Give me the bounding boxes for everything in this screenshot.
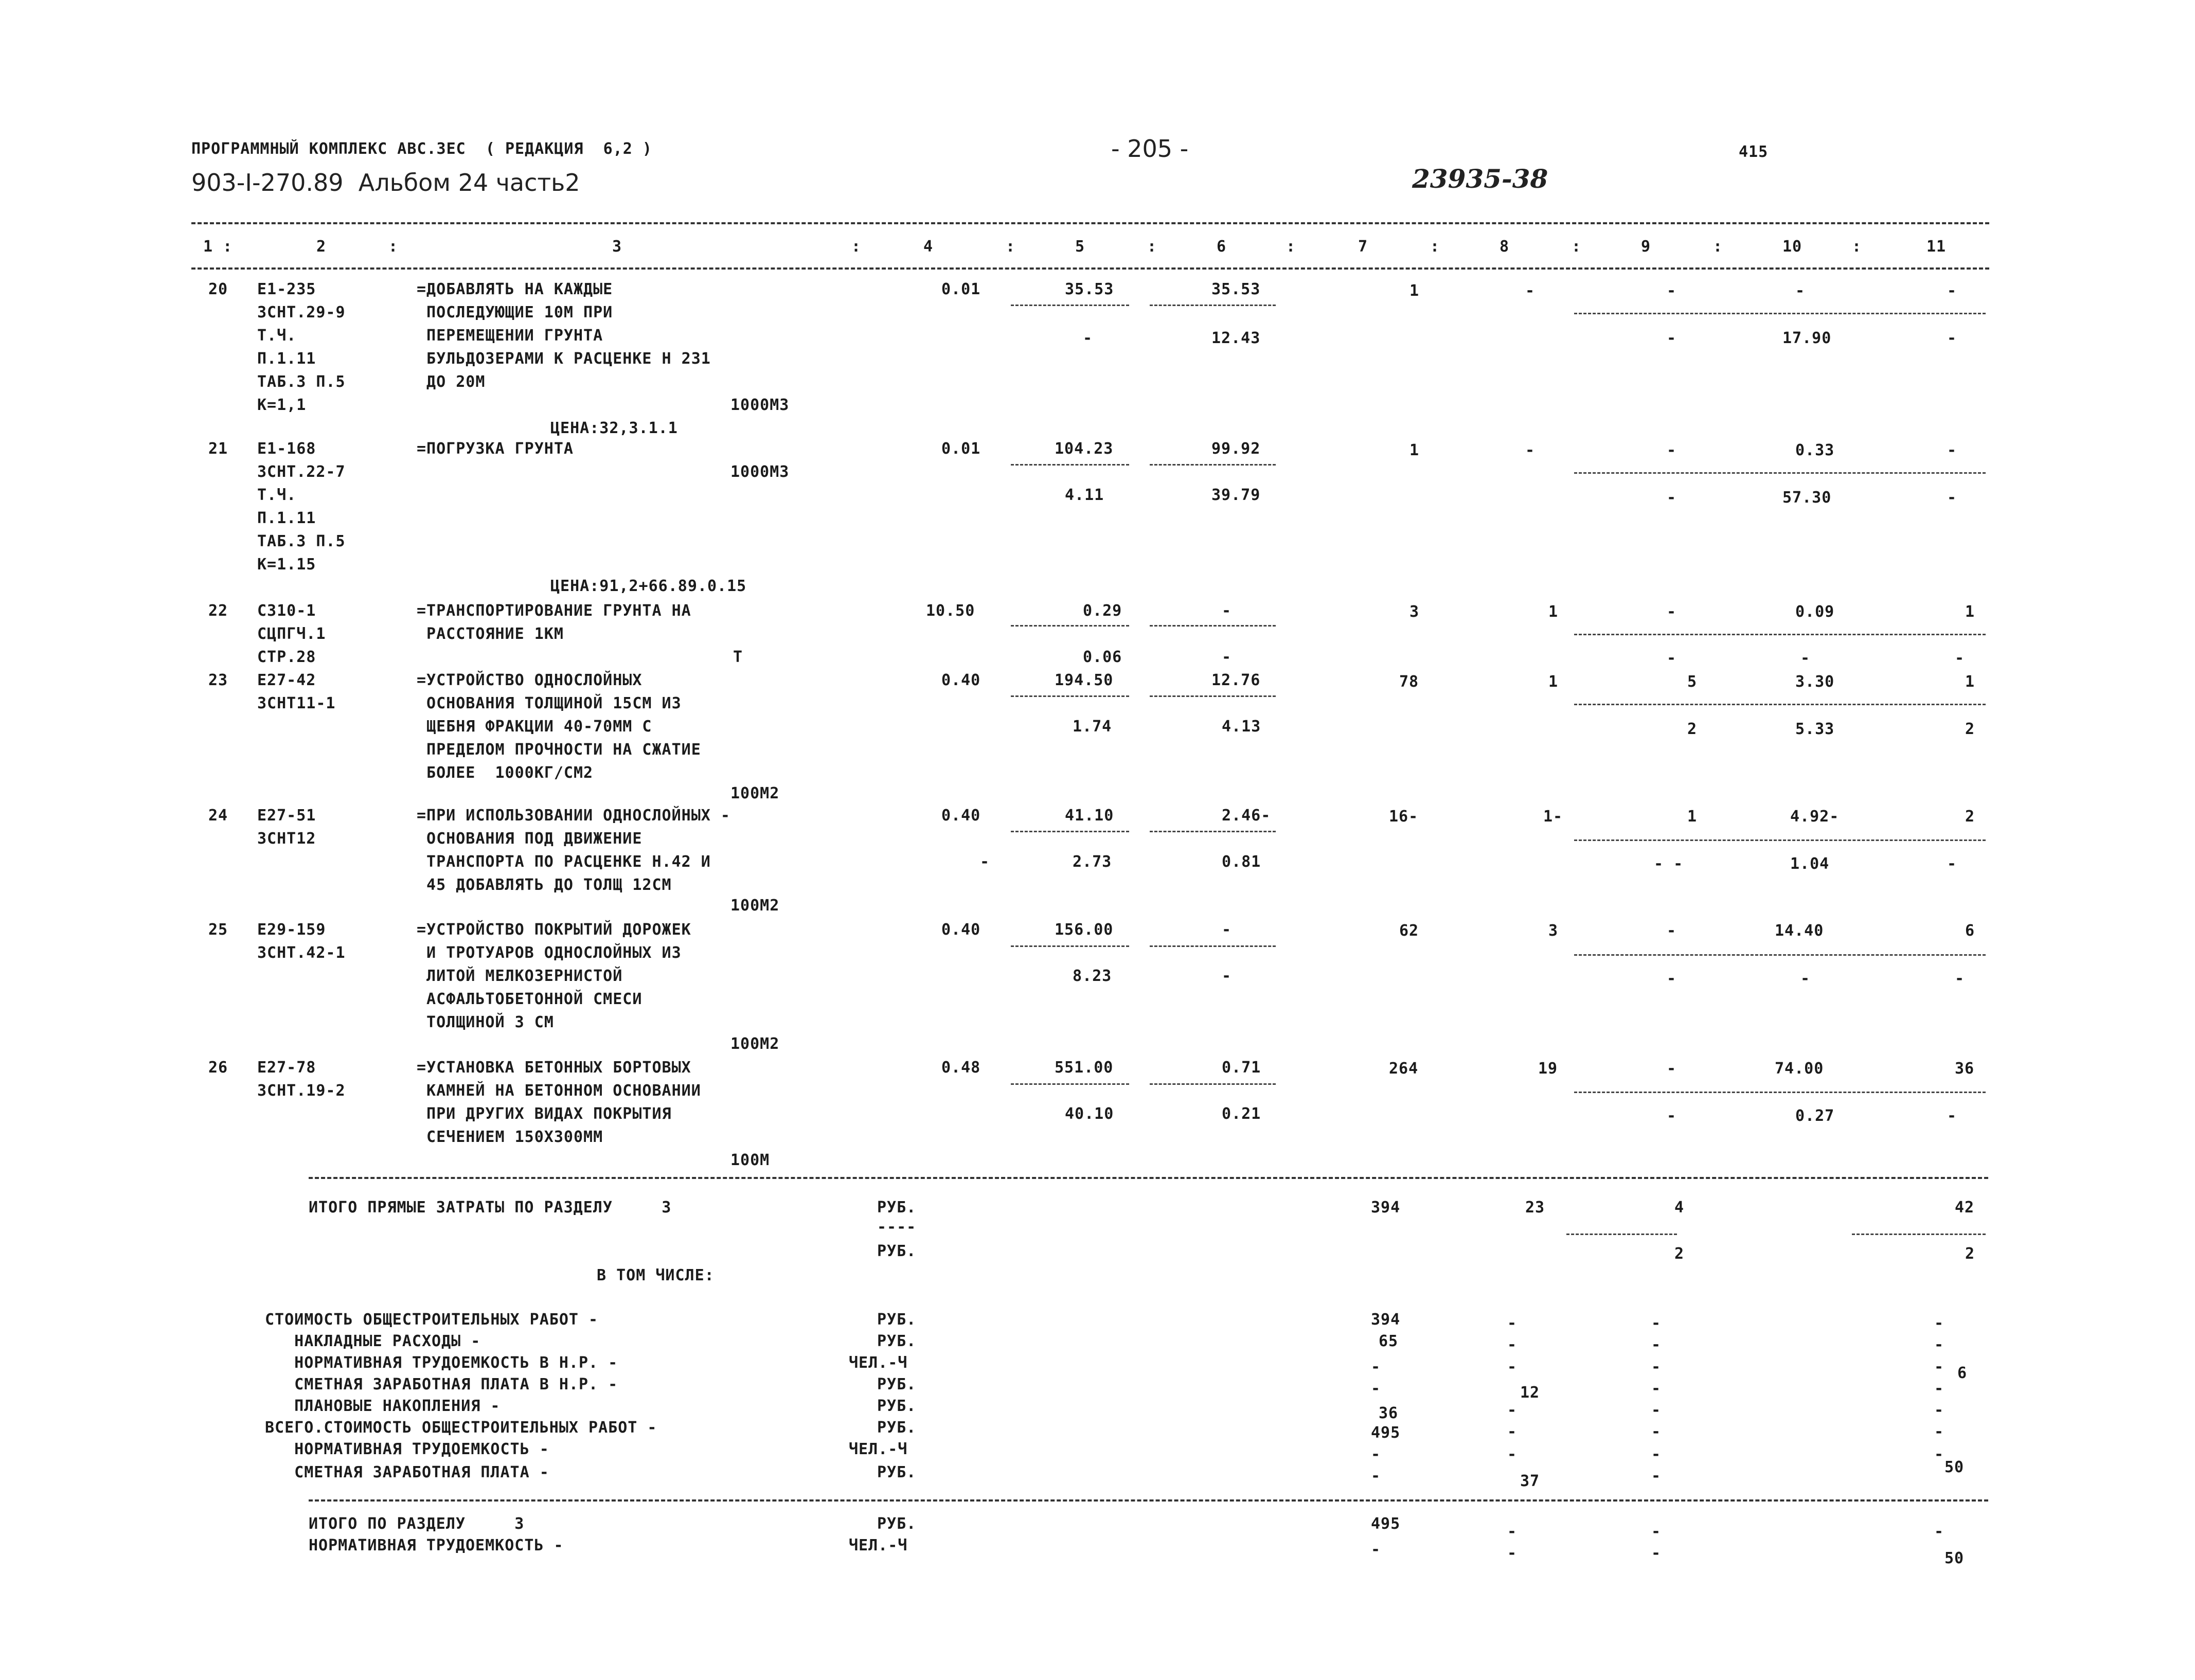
cell-c4b: -	[980, 853, 990, 871]
breakdown-side-value: 6	[1957, 1364, 1968, 1382]
cell-c7: 1	[1409, 441, 1420, 459]
row-code: ЗСНТ.29-9	[257, 303, 346, 321]
row-number: 20	[208, 280, 228, 298]
cell-c9: 1	[1687, 808, 1698, 826]
cell-c9b: -	[1667, 970, 1677, 988]
breakdown-label: НОРМАТИВНАЯ ТРУДОЕМКОСТЬ -	[265, 1440, 549, 1458]
cell-c11: 1	[1965, 673, 1975, 691]
cell-c6b: 39.79	[1211, 486, 1261, 504]
sheet-number: 415	[1739, 143, 1769, 161]
cell-c5: 194.50	[1055, 671, 1114, 689]
row-code: ЗСНТ12	[257, 830, 316, 848]
breakdown-c11: -	[1934, 1358, 1944, 1376]
cell-c5: 0.29	[1083, 602, 1122, 620]
cell-c8: 1	[1548, 673, 1559, 691]
row-code: ЗСНТ.19-2	[257, 1082, 346, 1100]
row-description: БУЛЬДОЗЕРАМИ К РАСЦЕНКЕ Н 231	[417, 350, 711, 368]
col-sep: :	[851, 238, 862, 256]
row-description: 45 ДОБАВЛЯТЬ ДО ТОЛЩ 12СМ	[417, 876, 672, 894]
breakdown-c8: 12	[1520, 1384, 1540, 1402]
breakdown-c11: -	[1934, 1401, 1944, 1419]
cell-c10: 0.33	[1795, 441, 1835, 459]
cell-c5b: 4.11	[1065, 486, 1104, 504]
row-divider	[1574, 704, 1986, 705]
row-unit: 100М	[730, 1151, 770, 1169]
cell-c11: 6	[1965, 922, 1975, 940]
table-header-rule	[191, 267, 1989, 270]
cell-c10b: 1.04	[1790, 855, 1830, 873]
row-code: Е29-159	[257, 921, 326, 939]
row-code: ТАБ.3 П.5	[257, 373, 346, 391]
direct-costs-unit-dash: ----	[877, 1218, 917, 1236]
breakdown-c7: -	[1371, 1445, 1381, 1463]
cell-c11b: -	[1955, 649, 1965, 667]
breakdown-c9: -	[1651, 1445, 1662, 1463]
cell-c9b: -	[1667, 329, 1677, 347]
row-description: ТРАНСПОРТА ПО РАСЦЕНКЕ Н.42 И	[417, 853, 711, 871]
row-description: ПРИ ДРУГИХ ВИДАХ ПОКРЫТИЯ	[417, 1105, 672, 1123]
cell-c9: 5	[1687, 673, 1698, 691]
breakdown-label: ПЛАНОВЫЕ НАКОПЛЕНИЯ -	[265, 1397, 501, 1415]
including-label: В ТОМ ЧИСЛЕ:	[597, 1266, 715, 1284]
breakdown-c8: -	[1507, 1423, 1518, 1441]
direct-costs-c8: 23	[1525, 1199, 1545, 1217]
cell-c8: -	[1525, 282, 1536, 300]
breakdown-c9: -	[1651, 1380, 1662, 1398]
row-divider	[1150, 305, 1276, 306]
breakdown-c9: -	[1651, 1401, 1662, 1419]
cell-c6b: -	[1222, 967, 1232, 985]
row-description: СЕЧЕНИЕМ 150Х300ММ	[417, 1128, 603, 1146]
breakdown-c11: -	[1934, 1380, 1944, 1398]
breakdown-label: НОРМАТИВНАЯ ТРУДОЕМКОСТЬ В Н.Р. -	[265, 1354, 618, 1372]
cell-c7: 264	[1389, 1060, 1419, 1078]
breakdown-c9: -	[1651, 1358, 1662, 1376]
row-price: ЦЕНА:91,2+66.89.0.15	[550, 577, 747, 595]
cell-c5: 104.23	[1055, 440, 1114, 458]
row-number: 22	[208, 602, 228, 620]
cell-c5b: 8.23	[1073, 967, 1112, 985]
cell-c9: -	[1667, 922, 1677, 940]
row-code: К=1,1	[257, 396, 307, 414]
breakdown-c11: -	[1934, 1423, 1944, 1441]
row-divider	[1150, 1083, 1276, 1085]
row-code: Е27-51	[257, 807, 316, 825]
cell-c5: 551.00	[1055, 1059, 1114, 1077]
row-description: ПЕРЕМЕЩЕНИИ ГРУНТА	[417, 327, 603, 345]
col-sep: :	[1572, 238, 1582, 256]
cell-c5b: 0.06	[1083, 648, 1122, 666]
cell-c6b: 12.43	[1211, 329, 1261, 347]
row-number: 24	[208, 807, 228, 825]
col-sep: :	[1713, 238, 1723, 256]
row-divider	[1566, 1234, 1677, 1235]
cell-c6b: 0.81	[1222, 853, 1261, 871]
row-code: Е1-168	[257, 440, 316, 458]
breakdown-c9: -	[1651, 1423, 1662, 1441]
cell-c8: 19	[1538, 1060, 1558, 1078]
row-description: =ПОГРУЗКА ГРУНТА	[417, 440, 574, 458]
breakdown-unit: РУБ.	[877, 1463, 917, 1481]
row-divider	[1011, 695, 1129, 697]
breakdown-c8: -	[1507, 1445, 1518, 1463]
row-divider	[1574, 313, 1986, 314]
cell-c6: 35.53	[1211, 280, 1261, 298]
cell-c9b: 2	[1687, 720, 1698, 738]
row-divider	[1574, 634, 1986, 635]
labor-total-label: НОРМАТИВНАЯ ТРУДОЕМКОСТЬ -	[309, 1536, 564, 1554]
row-divider	[1011, 945, 1129, 947]
cell-c4: 0.48	[941, 1059, 981, 1077]
col-8: 8	[1500, 238, 1510, 256]
cell-c7: 3	[1409, 603, 1420, 621]
row-description: ПРЕДЕЛОМ ПРОЧНОСТИ НА СЖАТИЕ	[417, 741, 701, 759]
cell-c11: -	[1947, 282, 1957, 300]
cell-c8: 1-	[1543, 808, 1563, 826]
breakdown-c9: -	[1651, 1314, 1662, 1332]
cell-c7: 78	[1399, 673, 1419, 691]
row-divider	[1150, 464, 1276, 466]
section-total-label: ИТОГО ПО РАЗДЕЛУ 3	[309, 1515, 525, 1533]
row-code: ЗСНТ11-1	[257, 694, 336, 712]
section-total-unit: РУБ.	[877, 1515, 917, 1533]
cell-c10: -	[1795, 282, 1806, 300]
cell-c10: 3.30	[1795, 673, 1835, 691]
section-total-c8: -	[1507, 1523, 1518, 1541]
row-description: ОСНОВАНИЯ ТОЛЩИНОЙ 15СМ ИЗ	[417, 694, 682, 712]
breakdown-c11: -	[1934, 1314, 1944, 1332]
cell-c11b: -	[1947, 329, 1957, 347]
col-sep: :	[1006, 238, 1016, 256]
cell-c7: 62	[1399, 922, 1419, 940]
breakdown-c8: -	[1507, 1401, 1518, 1419]
cell-c5b: 40.10	[1065, 1105, 1114, 1123]
col-9: 9	[1641, 238, 1651, 256]
cell-c7: 16-	[1389, 808, 1419, 826]
breakdown-unit: РУБ.	[877, 1375, 917, 1393]
breakdown-unit: РУБ.	[877, 1332, 917, 1350]
row-description: КАМНЕЙ НА БЕТОННОМ ОСНОВАНИИ	[417, 1082, 701, 1100]
cell-c10b: -	[1800, 649, 1811, 667]
section-total-c9: -	[1651, 1523, 1662, 1541]
cell-c9: -	[1667, 441, 1677, 459]
cell-c6: 0.71	[1222, 1059, 1261, 1077]
cell-c4: 0.40	[941, 671, 981, 689]
direct-costs-unit-2: РУБ.	[877, 1242, 917, 1260]
cell-c4: 10.50	[926, 602, 975, 620]
row-divider	[1011, 831, 1129, 832]
row-divider	[1852, 1234, 1986, 1235]
album-title: 903-I-270.89 Альбом 24 часть2	[191, 169, 580, 196]
breakdown-unit: РУБ.	[877, 1419, 917, 1437]
row-description: ТОЛЩИНОЙ 3 СМ	[417, 1013, 554, 1031]
row-description: ЛИТОЙ МЕЛКОЗЕРНИСТОЙ	[417, 967, 623, 985]
col-sep: :	[1286, 238, 1296, 256]
row-description: =УСТАНОВКА БЕТОННЫХ БОРТОВЫХ	[417, 1059, 691, 1077]
direct-costs-c11: 42	[1955, 1199, 1975, 1217]
cell-c10: 0.09	[1795, 603, 1835, 621]
col-sep: :	[388, 238, 399, 256]
breakdown-c8: -	[1507, 1336, 1518, 1354]
cell-c6: -	[1222, 602, 1232, 620]
labor-total-c9: -	[1651, 1544, 1662, 1562]
cell-c11: 2	[1965, 808, 1975, 826]
row-description: ДО 20М	[417, 373, 486, 391]
breakdown-c7: -	[1371, 1380, 1381, 1398]
cell-c9: -	[1667, 1060, 1677, 1078]
cell-c10: 74.00	[1775, 1060, 1824, 1078]
col-2: 2	[316, 238, 327, 256]
row-number: 23	[208, 671, 228, 689]
row-divider	[1011, 625, 1129, 627]
cell-c8: 1	[1548, 603, 1559, 621]
cell-c10b: -	[1800, 970, 1811, 988]
breakdown-c7: -	[1371, 1358, 1381, 1376]
cell-c9: -	[1667, 603, 1677, 621]
cell-c8: 3	[1548, 922, 1559, 940]
direct-costs-c11b: 2	[1965, 1245, 1975, 1263]
row-description: =ПРИ ИСПОЛЬЗОВАНИИ ОДНОСЛОЙНЫХ -	[417, 807, 730, 825]
labor-total-unit: ЧЕЛ.-Ч	[849, 1536, 908, 1554]
cell-c11b: -	[1955, 970, 1965, 988]
row-unit: 100М2	[730, 897, 780, 915]
row-code: Е27-42	[257, 671, 316, 689]
col-sep: :	[1430, 238, 1440, 256]
row-number: 25	[208, 921, 228, 939]
breakdown-c7: 394	[1371, 1311, 1401, 1329]
breakdown-label: СТОИМОСТЬ ОБЩЕСТРОИТЕЛЬНЫХ РАБОТ -	[265, 1311, 599, 1329]
cell-c10: 4.92-	[1790, 808, 1840, 826]
cell-c5b: 2.73	[1073, 853, 1112, 871]
cell-c4: 0.40	[941, 807, 981, 825]
col-6: 6	[1217, 238, 1227, 256]
cell-c10b: 5.33	[1795, 720, 1835, 738]
col-10: 10	[1782, 238, 1803, 256]
breakdown-c7: 65	[1379, 1332, 1399, 1350]
cell-c10b: 17.90	[1782, 329, 1832, 347]
cell-c9b: - -	[1654, 855, 1684, 873]
cell-c5b: -	[1083, 329, 1093, 347]
breakdown-c11: -	[1934, 1336, 1944, 1354]
breakdown-c11: -	[1934, 1445, 1944, 1463]
row-code: С310-1	[257, 602, 316, 620]
row-code: СТР.28	[257, 648, 316, 666]
breakdown-c9: -	[1651, 1467, 1662, 1485]
row-unit: Т	[733, 648, 743, 666]
row-divider	[1011, 305, 1129, 306]
document-code: 23935-38	[1412, 164, 1548, 194]
breakdown-unit: РУБ.	[877, 1397, 917, 1415]
cell-c5b: 1.74	[1073, 718, 1112, 736]
cell-c11b: -	[1947, 489, 1957, 507]
cell-c5: 156.00	[1055, 921, 1114, 939]
row-unit: 100М2	[730, 784, 780, 802]
cell-c7: 1	[1409, 282, 1420, 300]
breakdown-c9: -	[1651, 1336, 1662, 1354]
labor-total-c7: -	[1371, 1541, 1381, 1559]
breakdown-label: СМЕТНАЯ ЗАРАБОТНАЯ ПЛАТА В Н.Р. -	[265, 1375, 618, 1393]
row-description: БОЛЕЕ 1000КГ/СМ2	[417, 764, 594, 782]
cell-c4: 0.01	[941, 440, 981, 458]
row-code: К=1.15	[257, 556, 316, 574]
col-sep: :	[1147, 238, 1157, 256]
section-total-c11: -	[1934, 1523, 1944, 1541]
breakdown-c7: 36	[1379, 1404, 1399, 1422]
cell-c6: 2.46-	[1222, 807, 1271, 825]
row-code: Т.Ч.	[257, 327, 297, 345]
cell-c6: 99.92	[1211, 440, 1261, 458]
col-1: 1 :	[203, 238, 233, 256]
row-divider	[1574, 472, 1986, 474]
row-description: И ТРОТУАРОВ ОДНОСЛОЙНЫХ ИЗ	[417, 944, 682, 962]
cell-c6b: -	[1222, 648, 1232, 666]
direct-costs-c9: 4	[1674, 1199, 1685, 1217]
row-unit: 1000М3	[730, 396, 790, 414]
row-price: ЦЕНА:32,3.1.1	[550, 419, 678, 437]
labor-total-c8: -	[1507, 1544, 1518, 1562]
row-code: Е27-78	[257, 1059, 316, 1077]
breakdown-c7: -	[1371, 1467, 1381, 1485]
col-11: 11	[1926, 238, 1947, 256]
col-4: 4	[923, 238, 934, 256]
cell-c8: -	[1525, 441, 1536, 459]
row-number: 21	[208, 440, 228, 458]
breakdown-c11: 50	[1944, 1458, 1965, 1476]
row-unit: 100М2	[730, 1035, 780, 1053]
row-description: =ДОБАВЛЯТЬ НА КАЖДЫЕ	[417, 280, 613, 298]
cell-c10: 14.40	[1775, 922, 1824, 940]
cell-c6b: 0.21	[1222, 1105, 1261, 1123]
cell-c4: 0.01	[941, 280, 981, 298]
section-total-rule	[309, 1499, 1988, 1502]
cell-c10b: 0.27	[1795, 1107, 1835, 1125]
col-3: 3	[612, 238, 622, 256]
direct-costs-c9b: 2	[1674, 1245, 1685, 1263]
row-description: ОСНОВАНИЯ ПОД ДВИЖЕНИЕ	[417, 830, 643, 848]
row-code: ЗСНТ.42-1	[257, 944, 346, 962]
breakdown-unit: ЧЕЛ.-Ч	[849, 1354, 908, 1372]
row-divider	[1574, 954, 1986, 956]
breakdown-c8: 37	[1520, 1472, 1540, 1490]
row-description: =ТРАНСПОРТИРОВАНИЕ ГРУНТА НА	[417, 602, 691, 620]
cell-c5: 35.53	[1065, 280, 1114, 298]
row-divider	[1150, 625, 1276, 627]
row-code: ЗСНТ.22-7	[257, 463, 346, 481]
breakdown-c8: -	[1507, 1358, 1518, 1376]
row-code: П.1.11	[257, 509, 316, 527]
row-divider	[1574, 1092, 1986, 1093]
row-divider	[1150, 831, 1276, 832]
cell-c6: -	[1222, 921, 1232, 939]
page-number: - 205 -	[1111, 135, 1189, 163]
breakdown-c8: -	[1507, 1314, 1518, 1332]
cell-c11: 36	[1955, 1060, 1975, 1078]
direct-costs-unit: РУБ.	[877, 1199, 917, 1217]
row-description: =УСТРОЙСТВО ПОКРЫТИЙ ДОРОЖЕК	[417, 921, 691, 939]
totals-top-rule	[309, 1177, 1988, 1179]
row-code: Т.Ч.	[257, 486, 297, 504]
row-divider	[1011, 464, 1129, 466]
row-divider	[1150, 695, 1276, 697]
section-total-c7: 495	[1371, 1515, 1401, 1533]
breakdown-c7: 495	[1371, 1424, 1401, 1442]
row-divider	[1574, 839, 1986, 841]
cell-c11b: -	[1947, 855, 1957, 873]
row-divider	[1150, 945, 1276, 947]
breakdown-label: НАКЛАДНЫЕ РАСХОДЫ -	[265, 1332, 481, 1350]
breakdown-label: ВСЕГО.СТОИМОСТЬ ОБЩЕСТРОИТЕЛЬНЫХ РАБОТ -	[265, 1419, 657, 1437]
row-description: ПОСЛЕДУЮЩИЕ 10М ПРИ	[417, 303, 613, 321]
breakdown-unit: РУБ.	[877, 1311, 917, 1329]
direct-costs-c7: 394	[1371, 1199, 1401, 1217]
cell-c9b: -	[1667, 1107, 1677, 1125]
labor-total-c11: 50	[1944, 1549, 1965, 1567]
row-code: ТАБ.3 П.5	[257, 532, 346, 550]
row-unit: 1000М3	[730, 463, 790, 481]
direct-costs-label: ИТОГО ПРЯМЫЕ ЗАТРАТЫ ПО РАЗДЕЛУ 3	[309, 1199, 672, 1217]
cell-c11b: 2	[1965, 720, 1975, 738]
cell-c6: 12.76	[1211, 671, 1261, 689]
col-sep: :	[1852, 238, 1862, 256]
breakdown-label: СМЕТНАЯ ЗАРАБОТНАЯ ПЛАТА -	[265, 1463, 549, 1481]
program-header: ПРОГРАММНЫЙ КОМПЛЕКС АВС.ЗЕС ( РЕДАКЦИЯ 6,2 )	[191, 140, 652, 158]
col-7: 7	[1358, 238, 1368, 256]
cell-c11: 1	[1965, 603, 1975, 621]
cell-c9: -	[1667, 282, 1677, 300]
cell-c5: 41.10	[1065, 807, 1114, 825]
cell-c4: 0.40	[941, 921, 981, 939]
row-description: РАССТОЯНИЕ 1КМ	[417, 625, 564, 643]
cell-c11b: -	[1947, 1107, 1957, 1125]
cell-c9b: -	[1667, 489, 1677, 507]
cell-c9b: -	[1667, 649, 1677, 667]
cell-c10b: 57.30	[1782, 489, 1832, 507]
cell-c6b: 4.13	[1222, 718, 1261, 736]
row-description: =УСТРОЙСТВО ОДНОСЛОЙНЫХ	[417, 671, 643, 689]
col-5: 5	[1075, 238, 1085, 256]
row-code: СЦПГЧ.1	[257, 625, 326, 643]
row-description: ЩЕБНЯ ФРАКЦИИ 40-70ММ С	[417, 718, 652, 736]
row-code: П.1.11	[257, 350, 316, 368]
table-top-rule	[191, 222, 1989, 224]
row-divider	[1011, 1083, 1129, 1085]
row-code: Е1-235	[257, 280, 316, 298]
cell-c11: -	[1947, 441, 1957, 459]
breakdown-unit: ЧЕЛ.-Ч	[849, 1440, 908, 1458]
row-number: 26	[208, 1059, 228, 1077]
row-description: АСФАЛЬТОБЕТОННОЙ СМЕСИ	[417, 990, 643, 1008]
